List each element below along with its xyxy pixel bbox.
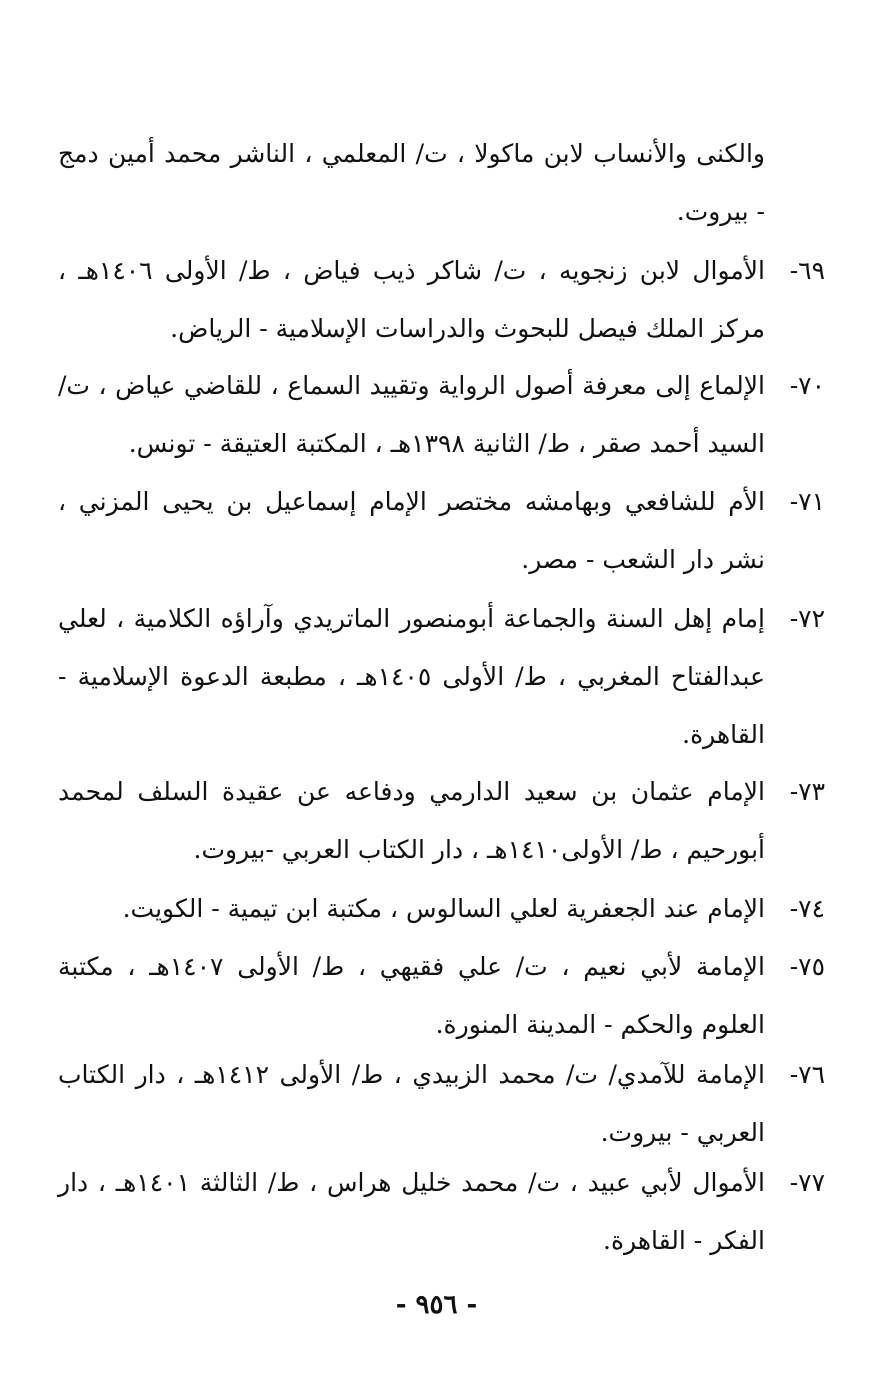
entry-text: الأموال لابن زنجويه ، ت/ شاكر ذيب فياض ، ط/ الأولى ١٤٠٦هـ ، مركز الملك فيصل للبحوث والدراسات الإسلامية - الرياض. (58, 256, 765, 343)
entry-number: ٦٩- (789, 256, 825, 285)
entry-text: الأموال لأبي عبيد ، ت/ محمد خليل هراس ، ط/ الثالثة ١٤٠١هـ ، دار الفكر - القاهرة. (58, 1168, 765, 1255)
entry-number: ٧٥- (789, 952, 825, 981)
entry-number: ٧٠- (789, 371, 825, 400)
entry-text: الإمام عثمان بن سعيد الدارمي ودفاعه عن عقيدة السلف لمحمد أبورحيم ، ط/ الأولى١٤١٠هـ ، دار الكتاب العربي -بيروت. (58, 777, 765, 864)
bibliography-entry-continued (58, 125, 765, 241)
bibliography-entry-73 (58, 763, 825, 879)
bibliography-entry-72 (58, 590, 825, 764)
entry-text: إمام إهل السنة والجماعة أبومنصور الماتريدي وآراؤه الكلامية ، لعلي عبدالفتاح المغربي ، ط/ الأولى ١٤٠٥هـ ، مطبعة الدعوة الإسلامية - القاهرة. (58, 604, 766, 749)
entry-text: والكنى والأنساب لابن ماكولا ، ت/ المعلمي ، الناشر محمد أمين دمج - بيروت. (58, 139, 765, 226)
bibliography-entry-69 (58, 242, 825, 358)
entry-number: ٧٤- (789, 894, 825, 923)
entry-number: ٧٦- (789, 1060, 825, 1089)
entry-number: ٧٢- (789, 604, 825, 633)
page-number: - ٩٥٦ - (395, 1290, 478, 1320)
entry-number: ٧٧- (789, 1168, 825, 1197)
bibliography-entry-75 (58, 938, 825, 1054)
bibliography-entry-71 (58, 473, 825, 589)
bibliography-entry-76 (58, 1046, 825, 1162)
entry-text: الإمام عند الجعفرية لعلي السالوس ، مكتبة ابن تيمية - الكويت. (122, 894, 765, 923)
entry-number: ٧١- (789, 487, 825, 516)
bibliography-entry-77 (58, 1154, 825, 1270)
entry-text: الإمامة لأبي نعيم ، ت/ علي فقيهي ، ط/ الأولى ١٤٠٧هـ ، مكتبة العلوم والحكم - المدينة المنورة. (58, 952, 765, 1039)
bibliography-entry-74 (58, 880, 825, 938)
entry-text: الإلماع إلى معرفة أصول الرواية وتقييد السماع ، للقاضي عياض ، ت/ السيد أحمد صقر ، ط/ الثانية ١٣٩٨هـ ، المكتبة العتيقة - تونس. (58, 371, 765, 458)
entry-text: الإمامة للآمدي/ ت/ محمد الزبيدي ، ط/ الأولى ١٤١٢هـ ، دار الكتاب العربي - بيروت. (58, 1060, 765, 1147)
bibliography-entry-70 (58, 357, 825, 473)
entry-number: ٧٣- (789, 777, 825, 806)
entry-text: الأم للشافعي وبهامشه مختصر الإمام إسماعيل بن يحيى المزني ، نشر دار الشعب - مصر. (58, 487, 765, 574)
